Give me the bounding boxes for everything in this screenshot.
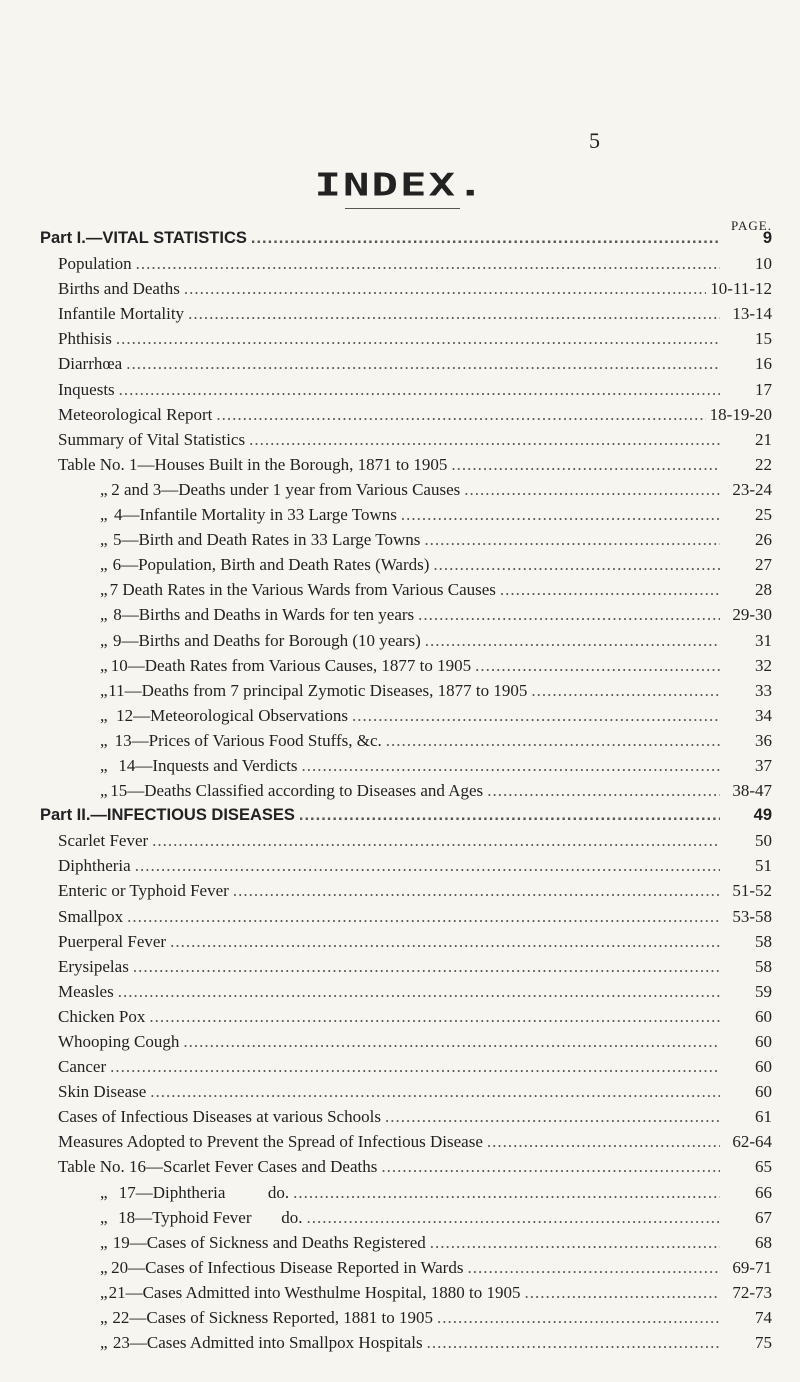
index-entry [40, 477, 772, 502]
index-entry [40, 1255, 772, 1280]
entry-label: Part II.—INFECTIOUS DISEASES [40, 806, 295, 825]
leader-dots [249, 427, 720, 452]
index-entry [40, 577, 772, 602]
entry-label: Diphtheria [58, 856, 131, 876]
index-entry [40, 1205, 772, 1230]
index-entry [40, 954, 772, 979]
entry-label: Table No. 16—Scarlet Fever Cases and Deaths [58, 1157, 378, 1177]
index-entry [40, 1180, 772, 1205]
entry-label: Scarlet Fever [58, 831, 149, 851]
index-entry [40, 1004, 772, 1029]
leader-dots [307, 1205, 721, 1230]
leader-dots [293, 1180, 720, 1205]
entry-page: 28 [755, 580, 772, 600]
entry-label: Population [58, 254, 132, 274]
entry-page: 65 [755, 1157, 772, 1177]
entry-label: 21—Cases Admitted into Westhulme Hospital, 1880 to 1905 [108, 1282, 521, 1302]
index-entry [40, 778, 772, 803]
entry-label: 6—Population, Birth and Death Rates (Wards) [112, 555, 430, 575]
entry-page: 60 [755, 1032, 772, 1051]
entry-label: 9—Births and Deaths for Borough (10 years) [112, 630, 421, 650]
entry-page: 18-19-20 [709, 404, 772, 424]
index-entry [40, 753, 772, 778]
entry-page: 27 [755, 555, 772, 575]
entry-label: Part I.—VITAL STATISTICS [40, 229, 247, 247]
index-entry [40, 326, 772, 351]
index-list [40, 226, 772, 1355]
leader-dots [433, 552, 720, 577]
entry-page: 68 [755, 1232, 772, 1252]
index-entry [40, 904, 772, 929]
index-entry [40, 1280, 772, 1305]
index-entry [40, 351, 772, 376]
entry-label: Erysipelas [58, 956, 129, 976]
leader-dots [299, 803, 720, 828]
index-entry [40, 527, 772, 552]
entry-page: 22 [755, 454, 772, 474]
leader-dots [487, 1129, 720, 1154]
entry-page: 15 [755, 329, 772, 349]
ditto-mark: „ [100, 1207, 108, 1227]
leader-dots [126, 351, 720, 376]
entry-page: 62-64 [732, 1132, 772, 1152]
entry-page: 36 [755, 730, 772, 750]
leader-dots [133, 954, 720, 979]
ditto-mark: „ [100, 680, 108, 700]
index-entry [40, 728, 772, 753]
entry-label: Measles [58, 981, 114, 1001]
entry-label: Cancer [58, 1057, 107, 1077]
index-entry [40, 1129, 772, 1154]
ditto-mark: „ [100, 1232, 108, 1252]
entry-page: 66 [755, 1182, 772, 1202]
entry-page: 53-58 [732, 906, 772, 926]
index-entry [40, 1330, 772, 1355]
entry-page: 9 [762, 229, 772, 247]
leader-dots [119, 377, 720, 402]
ditto-mark: „ [100, 755, 108, 775]
entry-label: 2 and 3—Deaths under 1 year from Various Causes [111, 479, 461, 499]
entry-label: 10—Death Rates from Various Causes, 1877 to 1905 [110, 655, 472, 675]
index-entry [40, 602, 772, 627]
entry-page: 49 [753, 806, 772, 825]
index-entry [40, 402, 772, 427]
part-heading [40, 226, 772, 251]
entry-label: Infantile Mortality [58, 304, 185, 324]
entry-page: 13-14 [732, 304, 772, 324]
entry-label: Births and Deaths [58, 279, 180, 299]
ditto-mark: „ [100, 1282, 108, 1302]
entry-page: 50 [755, 831, 772, 851]
index-entry [40, 552, 772, 577]
entry-page: 60 [755, 1006, 772, 1026]
entry-label: 15—Deaths Classified according to Diseases and Ages [110, 781, 484, 801]
entry-label: 7 Death Rates in the Various Wards from Various Causes [109, 580, 496, 600]
ditto-mark: „ [100, 1333, 108, 1353]
leader-dots [427, 1330, 720, 1355]
ditto-mark: „ [100, 530, 108, 550]
index-title: INDEX. [314, 167, 486, 204]
index-entry [40, 1230, 772, 1255]
leader-dots [170, 929, 720, 954]
entry-label: Puerperal Fever [58, 931, 167, 951]
entry-page: 60 [755, 1082, 772, 1102]
entry-label: 8—Births and Deaths in Wards for ten years [113, 605, 415, 625]
leader-dots [487, 778, 720, 803]
index-entry [40, 276, 772, 301]
index-entry [40, 251, 772, 276]
entry-label: 11—Deaths from 7 principal Zymotic Diseases, 1877 to 1905 [108, 680, 528, 700]
ditto-mark: „ [100, 505, 108, 525]
leader-dots [233, 878, 720, 903]
entry-page: 51-52 [732, 881, 772, 901]
leader-dots [424, 527, 720, 552]
entry-label: 18—Typhoid Fever do. [118, 1207, 303, 1227]
entry-page: 23-24 [732, 479, 772, 499]
leader-dots [136, 251, 720, 276]
entry-label: 13—Prices of Various Food Stuffs, &c. [114, 730, 382, 750]
leader-dots [251, 226, 720, 251]
index-entry [40, 1054, 772, 1079]
ditto-mark: „ [100, 730, 108, 750]
entry-label: Phthisis [58, 329, 112, 349]
entry-page: 74 [755, 1308, 772, 1328]
ditto-mark: „ [100, 580, 108, 600]
index-entry [40, 703, 772, 728]
index-entry [40, 678, 772, 703]
index-entry [40, 929, 772, 954]
entry-page: 67 [755, 1207, 772, 1227]
entry-label: Cases of Infectious Diseases at various Schools [58, 1107, 381, 1127]
leader-dots [430, 1230, 720, 1255]
entry-label: 14—Inquests and Verdicts [118, 755, 298, 775]
leader-dots [152, 828, 720, 853]
leader-dots [475, 653, 720, 678]
entry-page: 58 [755, 956, 772, 976]
entry-label: Measures Adopted to Prevent the Spread of Infectious Disease [58, 1132, 483, 1152]
entry-label: Diarrhœa [58, 354, 123, 374]
part-heading [40, 803, 772, 828]
entry-label: Whooping Cough [58, 1032, 180, 1051]
leader-dots [183, 1029, 720, 1054]
entry-page: 10-11-12 [710, 279, 772, 299]
entry-page: 26 [755, 530, 772, 550]
entry-label: Summary of Vital Statistics [58, 429, 246, 449]
leader-dots [386, 728, 720, 753]
leader-dots [467, 1255, 720, 1280]
index-entry [40, 1305, 772, 1330]
leader-dots [464, 477, 720, 502]
index-entry [40, 653, 772, 678]
entry-page: 72-73 [732, 1282, 772, 1302]
index-entry [40, 979, 772, 1004]
leader-dots [425, 628, 720, 653]
entry-label: Skin Disease [58, 1082, 147, 1102]
entry-page: 32 [755, 655, 772, 675]
entry-page: 37 [755, 755, 772, 775]
index-entry [40, 427, 772, 452]
ditto-mark: „ [100, 479, 108, 499]
entry-page: 29-30 [732, 605, 772, 625]
entry-page: 10 [755, 254, 772, 274]
leader-dots [127, 904, 720, 929]
entry-page: 21 [755, 429, 772, 449]
entry-page: 60 [755, 1057, 772, 1077]
leader-dots [301, 753, 720, 778]
leader-dots [116, 326, 720, 351]
ditto-mark: „ [100, 781, 108, 801]
index-entry [40, 878, 772, 903]
page-number: 5 [589, 128, 600, 153]
index-entry [40, 1104, 772, 1129]
entry-page: 58 [755, 931, 772, 951]
leader-dots [385, 1104, 720, 1129]
entry-page: 69-71 [732, 1257, 772, 1277]
leader-dots [381, 1154, 720, 1179]
entry-label: Smallpox [58, 906, 124, 926]
entry-page: 51 [755, 856, 772, 876]
leader-dots [184, 276, 706, 301]
index-entry [40, 1154, 772, 1179]
leader-dots [118, 979, 720, 1004]
index-entry [40, 452, 772, 477]
title-rule [345, 208, 460, 209]
leader-dots [149, 1004, 720, 1029]
ditto-mark: „ [100, 1257, 108, 1277]
leader-dots [352, 703, 720, 728]
leader-dots [500, 577, 720, 602]
entry-label: 12—Meteorological Observations [116, 705, 348, 725]
ditto-mark: „ [100, 705, 108, 725]
index-entry [40, 628, 772, 653]
leader-dots [110, 1054, 720, 1079]
index-entry [40, 1029, 772, 1054]
entry-label: 23—Cases Admitted into Smallpox Hospitals [112, 1333, 423, 1353]
entry-page: 25 [755, 505, 772, 525]
entry-page: 38-47 [732, 781, 772, 801]
entry-page: 33 [755, 680, 772, 700]
leader-dots [531, 678, 720, 703]
entry-label: 17—Diphtheria do. [118, 1182, 290, 1202]
ditto-mark: „ [100, 630, 108, 650]
ditto-mark: „ [100, 555, 108, 575]
entry-label: Enteric or Typhoid Fever [58, 881, 229, 901]
index-entry [40, 301, 772, 326]
leader-dots [451, 452, 720, 477]
entry-page: 31 [755, 630, 772, 650]
leader-dots [525, 1280, 720, 1305]
index-entry [40, 828, 772, 853]
entry-label: Inquests [58, 379, 115, 399]
ditto-mark: „ [100, 1308, 108, 1328]
entry-page: 34 [755, 705, 772, 725]
leader-dots [437, 1305, 720, 1330]
ditto-mark: „ [100, 1182, 108, 1202]
entry-label: Meteorological Report [58, 404, 213, 424]
index-entry [40, 502, 772, 527]
index-entry [40, 1079, 772, 1104]
ditto-mark: „ [100, 655, 108, 675]
ditto-mark: „ [100, 605, 108, 625]
entry-label: Table No. 1—Houses Built in the Borough, 1871 to 1905 [58, 454, 448, 474]
leader-dots [135, 853, 720, 878]
entry-label: 5—Birth and Death Rates in 33 Large Towns [112, 530, 421, 550]
entry-label: 19—Cases of Sickness and Deaths Registered [112, 1232, 426, 1252]
index-entry [40, 377, 772, 402]
entry-page: 17 [755, 379, 772, 399]
index-entry [40, 853, 772, 878]
entry-label: 22—Cases of Sickness Reported, 1881 to 1905 [112, 1308, 433, 1328]
entry-page: 75 [755, 1333, 772, 1353]
entry-page: 59 [755, 981, 772, 1001]
leader-dots [216, 402, 705, 427]
leader-dots [188, 301, 720, 326]
entry-page: 16 [755, 354, 772, 374]
leader-dots [418, 602, 720, 627]
entry-label: 4—Infantile Mortality in 33 Large Towns [113, 505, 397, 525]
leader-dots [401, 502, 720, 527]
entry-label: 20—Cases of Infectious Disease Reported in Wards [111, 1257, 464, 1277]
entry-label: Chicken Pox [58, 1006, 146, 1026]
leader-dots [150, 1079, 720, 1104]
entry-page: 61 [755, 1107, 772, 1127]
page-column-header: PAGE. [730, 218, 772, 233]
